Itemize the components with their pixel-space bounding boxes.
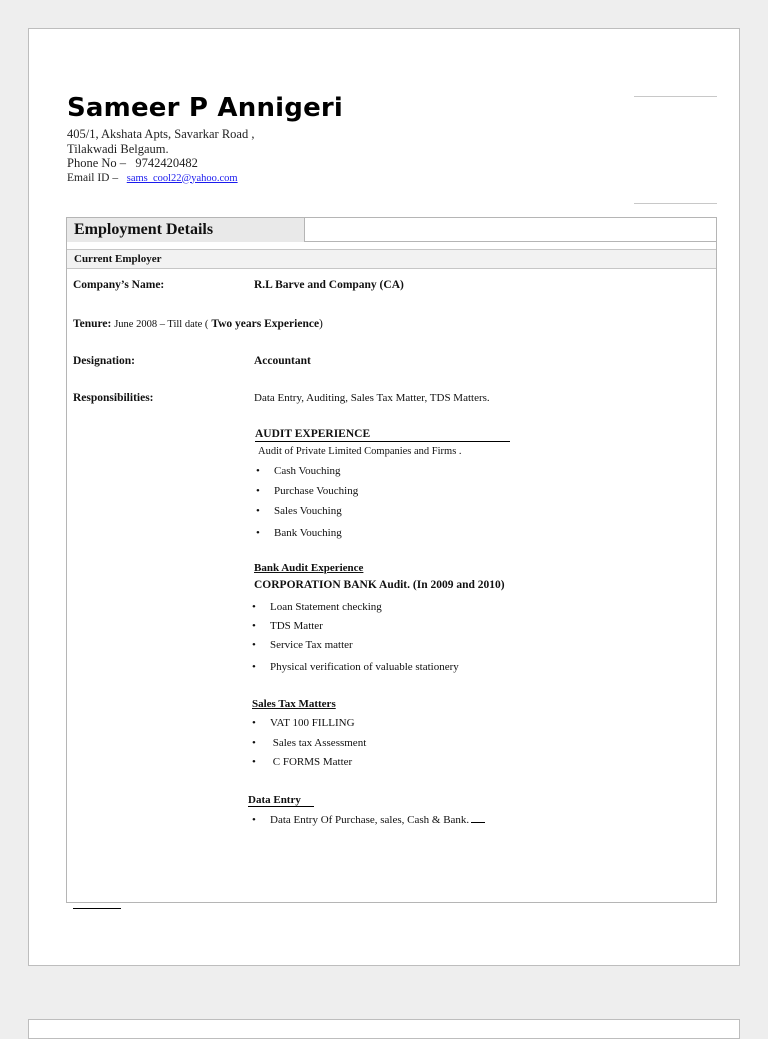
tenure-label: Tenure: <box>73 318 112 330</box>
bank-audit-subheading: CORPORATION BANK Audit. (In 2009 and 2010) <box>254 579 505 591</box>
phone-number: 9742420482 <box>135 156 198 170</box>
bullet-icon: • <box>256 465 260 477</box>
sales-tax-item: VAT 100 FILLING <box>270 717 355 729</box>
phone-label: Phone No – <box>67 156 127 170</box>
audit-item: Cash Vouching <box>274 465 341 477</box>
data-entry-heading: Data Entry <box>248 794 314 807</box>
list-item <box>252 814 485 826</box>
audit-item: Purchase Vouching <box>274 485 359 497</box>
next-page-edge <box>28 1019 740 1039</box>
header-rule-top <box>634 96 717 97</box>
header-rule-bottom <box>634 203 717 204</box>
candidate-name: Sameer P Annigeri <box>67 93 344 123</box>
list-item <box>256 505 342 517</box>
list-item <box>252 737 366 749</box>
bullet-icon: • <box>252 639 256 651</box>
responsibilities-label: Responsibilities: <box>73 392 154 404</box>
resume-page <box>28 28 740 966</box>
designation-value: Accountant <box>254 355 311 367</box>
bullet-icon: • <box>252 737 256 749</box>
list-item <box>256 527 342 539</box>
bullet-icon: • <box>256 527 260 539</box>
footnote-rule <box>73 908 121 909</box>
bullet-icon: • <box>256 505 260 517</box>
list-item <box>252 601 382 613</box>
tenure-line <box>73 318 323 330</box>
designation-label: Designation: <box>73 355 135 367</box>
sales-tax-item: C FORMS Matter <box>270 756 353 768</box>
bullet-icon: • <box>252 717 256 729</box>
bank-audit-item: Loan Statement checking <box>270 601 382 613</box>
bank-audit-item: Service Tax matter <box>270 639 353 651</box>
list-item <box>252 661 459 673</box>
list-item <box>256 465 341 477</box>
tenure-dates: June 2008 – Till date ( <box>114 319 209 330</box>
audit-item: Bank Vouching <box>274 527 342 539</box>
audit-item: Sales Vouching <box>274 505 342 517</box>
tenure-experience: Two years Experience <box>211 318 320 330</box>
list-item <box>256 485 358 497</box>
bullet-icon: • <box>252 620 256 632</box>
bank-audit-item: TDS Matter <box>270 620 323 632</box>
bullet-icon: • <box>252 601 256 613</box>
bank-audit-heading: Bank Audit Experience <box>254 562 364 574</box>
current-employer-heading: Current Employer <box>67 249 716 269</box>
list-item <box>252 717 355 729</box>
list-item <box>252 620 323 632</box>
bank-audit-item: Physical verification of valuable stationery <box>270 661 459 673</box>
section-title-rule <box>305 241 716 242</box>
list-item <box>252 639 353 651</box>
company-value: R.L Barve and Company (CA) <box>254 279 404 291</box>
email-line <box>67 171 254 187</box>
bullet-icon: • <box>252 756 256 768</box>
employment-section <box>66 217 717 903</box>
bullet-icon: • <box>256 485 260 497</box>
sales-tax-item: Sales tax Assessment <box>270 737 367 749</box>
address-line-1: 405/1, Akshata Apts, Savarkar Road , <box>67 127 255 141</box>
audit-intro: Audit of Private Limited Companies and Firms . <box>258 446 462 457</box>
data-entry-item: Data Entry Of Purchase, sales, Cash & Bank. <box>270 814 470 826</box>
responsibilities-value: Data Entry, Auditing, Sales Tax Matter, TDS Matters. <box>254 392 490 404</box>
company-label: Company’s Name: <box>73 279 165 291</box>
bullet-icon: • <box>252 814 256 826</box>
tenure-close: ) <box>319 318 323 330</box>
sales-tax-heading: Sales Tax Matters <box>252 698 336 710</box>
address-line-2: Tilakwadi Belgaum. <box>67 141 169 156</box>
phone-line <box>67 156 254 171</box>
trailing-underline <box>471 822 485 823</box>
list-item <box>252 756 352 768</box>
audit-heading: AUDIT EXPERIENCE <box>255 428 510 442</box>
bullet-icon: • <box>252 661 256 673</box>
email-label: Email ID – <box>67 171 119 184</box>
section-title: Employment Details <box>67 218 305 242</box>
email-link[interactable]: sams_cool22@yahoo.com <box>126 172 238 184</box>
contact-block <box>67 127 254 186</box>
